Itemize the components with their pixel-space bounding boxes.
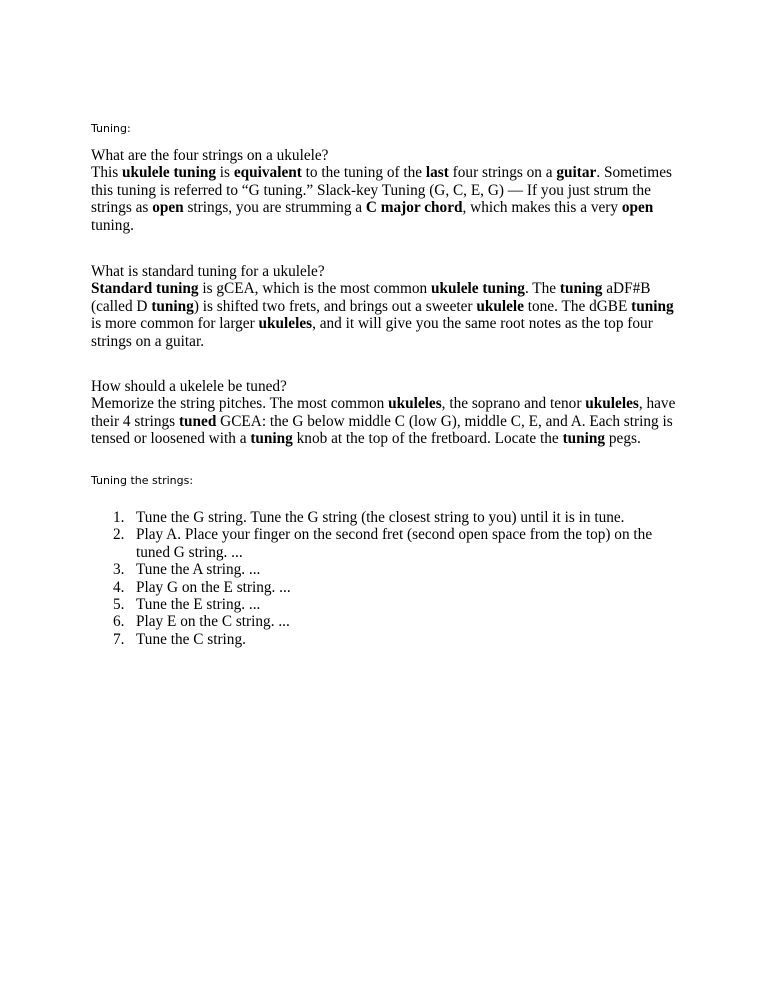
text-run: to the tuning of the	[301, 164, 426, 182]
bold-text-run: ukulele tuning	[430, 280, 525, 298]
text-run: aDF#B (called D	[91, 280, 651, 315]
bold-text-run: guitar	[556, 164, 597, 182]
step-text: Tune the A string. ...	[136, 561, 261, 579]
text-run: strings, you are strumming a	[183, 199, 366, 217]
text-run: tone. The dGBE	[523, 297, 632, 315]
bold-text-run: tuned	[178, 412, 217, 430]
text-run: tuning.	[91, 216, 134, 234]
step-number: 4.	[113, 578, 125, 596]
bold-text-run: last	[425, 164, 449, 182]
question-four-strings: What are the four strings on a ukulele?	[91, 147, 329, 164]
text-run: is more common for larger	[91, 315, 259, 333]
bold-text-run: open	[152, 199, 184, 217]
bold-text-run: C major chord	[365, 199, 463, 217]
bold-text-run: ukuleles	[388, 395, 442, 413]
step-number: 2.	[113, 526, 125, 544]
step-text: Play E on the C string. ...	[136, 613, 290, 631]
bold-text-run: ukuleles	[258, 315, 313, 333]
answer-standard-tuning	[91, 280, 681, 350]
text-run: , which makes this a very	[462, 199, 622, 217]
bold-text-run: ukuleles	[585, 395, 639, 413]
step-item	[91, 613, 671, 630]
bold-text-run: equivalent	[233, 164, 302, 182]
bold-text-run: tuning	[250, 430, 293, 448]
answer-four-strings	[91, 164, 681, 234]
answer-how-tuned	[91, 395, 681, 447]
step-text: Play A. Place your finger on the second fret (second open space from the top) on the tuned G string. ...	[136, 526, 653, 561]
section-how-tuned	[91, 378, 681, 448]
text-run: . Sometimes this tuning is referred to “G tuning.” Slack-key Tuning (G, C, E, G) — If you just strum the strings as	[91, 164, 672, 217]
section-heading-tuning-strings: Tuning the strings:	[91, 474, 194, 487]
text-run: pegs.	[605, 430, 641, 448]
section-strings	[91, 147, 681, 234]
text-run: . The	[524, 280, 560, 298]
bold-text-run: tuning	[631, 297, 674, 315]
step-text: Tune the G string. Tune the G string (the closest string to you) until it is in tune.	[136, 509, 625, 526]
step-item	[91, 526, 671, 561]
section-heading-tuning: Tuning:	[91, 122, 131, 135]
text-run: ) is shifted two frets, and brings out a sweeter	[193, 297, 477, 315]
step-number: 3.	[113, 561, 125, 579]
text-run: , and it will give you the same root notes as the top four strings on a guitar.	[91, 315, 653, 350]
text-run: is	[215, 164, 234, 182]
text-run: is gCEA, which is the most common	[198, 280, 431, 298]
bold-text-run: open	[621, 199, 654, 217]
text-run: This	[91, 164, 123, 182]
step-item	[91, 561, 671, 578]
text-run: , have their 4 strings	[91, 395, 676, 430]
question-standard-tuning: What is standard tuning for a ukulele?	[91, 263, 325, 280]
bold-text-run: Standard tuning	[91, 280, 199, 298]
bold-text-run: tuning	[559, 280, 603, 298]
bold-text-run: tuning	[562, 430, 606, 448]
step-number: 1.	[113, 509, 125, 526]
step-item	[91, 631, 671, 648]
step-text: Tune the E string. ...	[136, 596, 261, 614]
text-run: Memorize the string pitches. The most common	[91, 395, 389, 413]
section-standard-tuning	[91, 263, 681, 350]
step-item	[91, 579, 671, 596]
text-run: four strings on a	[448, 164, 557, 182]
step-number: 6.	[113, 613, 125, 631]
step-item	[91, 596, 671, 613]
text-run: GCEA: the G below middle C (low G), middle C, E, and A. Each string is tensed or loosened with a	[91, 412, 673, 448]
step-item	[91, 509, 671, 526]
question-how-tuned: How should a ukelele be tuned?	[91, 378, 287, 395]
step-number: 7.	[113, 630, 125, 648]
text-run: , the soprano and tenor	[441, 395, 586, 413]
bold-text-run: ukulele tuning	[122, 164, 216, 182]
tuning-steps-list	[91, 509, 671, 648]
step-number: 5.	[113, 596, 125, 614]
bold-text-run: tuning	[151, 297, 194, 315]
step-text: Play G on the E string. ...	[136, 578, 291, 596]
text-run: knob at the top of the fretboard. Locate the	[292, 430, 563, 448]
bold-text-run: ukulele	[476, 297, 524, 315]
step-text: Tune the C string.	[136, 630, 246, 648]
